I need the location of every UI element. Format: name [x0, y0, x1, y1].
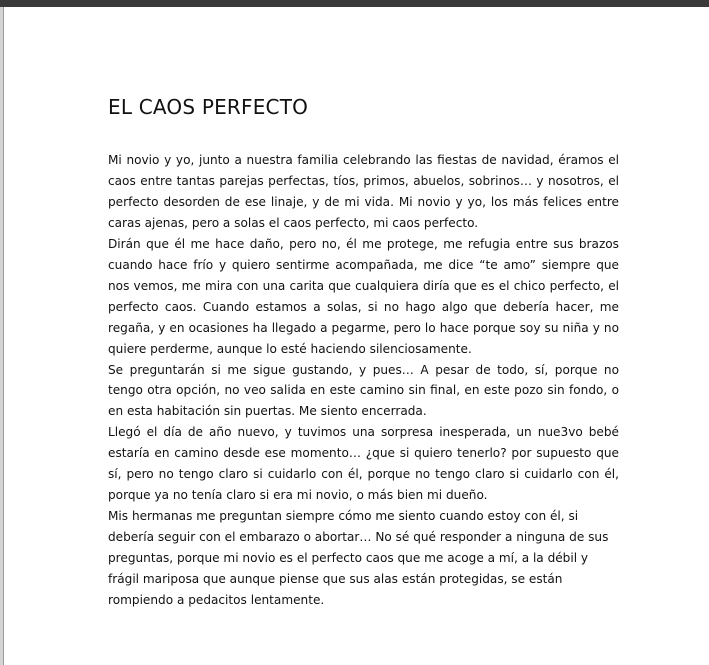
- document-body: [108, 150, 619, 611]
- paragraph: Llegó el día de año nuevo, y tuvimos una sorpresa inesperada, un nue3vo bebé estaría en camino desde ese momento… ¿que si quiero tenerlo? por supuesto que sí, pero no tengo claro si cuidarlo con él, porque no tengo claro si cuidarlo con él, porque ya no tenía claro si era mi novio, o más bien mi dueño.: [108, 425, 619, 503]
- paragraph: Mis hermanas me preguntan siempre cómo me siento cuando estoy con él, si debería seguir con el embarazo o abortar… No sé qué responder a ninguna de sus preguntas, porque mi novio es el perfecto caos que me acoge a mí, a la débil y frágil mariposa que aunque piense que sus alas están protegidas, se están rompiendo a pedacitos lentamente.: [108, 509, 609, 608]
- paragraph: Dirán que él me hace daño, pero no, él me protege, me refugia entre sus brazos cuando hace frío y quiero sentirme acompañada, me dice “te amo” siempre que nos vemos, me mira con una carita que cualquiera diría que es el chico perfecto, el perfecto caos. Cuando estamos a solas, si no hago algo que debería hacer, me regaña, y en ocasiones ha llegado a pegarme, pero lo hace porque soy su niña y no quiere perderme, aunque lo esté haciendo silenciosamente.: [108, 236, 619, 356]
- document-title: EL CAOS PERFECTO: [108, 95, 309, 119]
- paragraph: Se preguntarán si me sigue gustando, y pues… A pesar de todo, sí, porque no tengo otra opción, no veo salida en este camino sin final, en este pozo sin fondo, o en esta habitación sin puertas. Me siento encerrada.: [108, 362, 619, 419]
- window-top-bar: [0, 0, 709, 7]
- paragraph: Mi novio y yo, junto a nuestra familia celebrando las fiestas de navidad, éramos el caos entre tantas parejas perfectas, tíos, primos, abuelos, sobrinos… y nosotros, el perfecto desorden de ese linaje, y de mi vida. Mi novio y yo, los más felices entre caras ajenas, pero a solas el caos perfecto, mi caos perfecto.: [108, 153, 619, 230]
- document-page: [3, 7, 709, 665]
